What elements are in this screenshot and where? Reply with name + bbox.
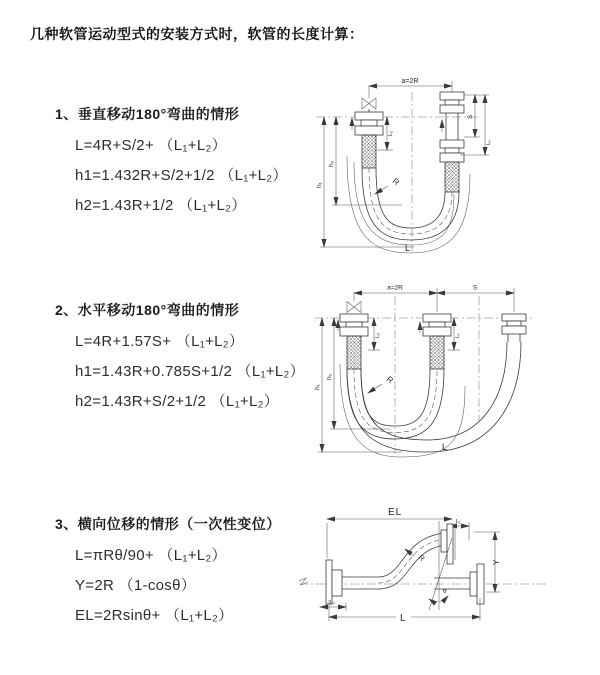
- formula-h1: h1=1.432R+S/2+1/2 （L₁+L₂）: [75, 167, 288, 184]
- s-curve-hose: [378, 533, 444, 589]
- valve-icon: [362, 86, 376, 112]
- dimension-a2r: [369, 78, 452, 92]
- svg-text:L₂: L₂: [375, 332, 381, 338]
- dimension-l2: [320, 600, 346, 611]
- diagram-horizontal-180-bend: [302, 276, 582, 458]
- formula-l: L=πRθ/90+ （L₁+L₂）: [75, 547, 227, 564]
- formula-h2: h2=1.43R+1/2 （L₁+L₂）: [75, 197, 247, 214]
- page-title: 几种软管运动型式的安装方式时，软管的长度计算：: [30, 26, 364, 42]
- left-flange: [326, 560, 378, 604]
- svg-text:h₁: h₁: [316, 182, 323, 188]
- formula-h1: h1=1.43R+0.785S+1/2 （L₁+L₂）: [75, 363, 305, 380]
- braided-hose-section: [445, 162, 459, 192]
- svg-text:L₁: L₁: [486, 140, 492, 145]
- section-vertical-movement: [55, 104, 288, 221]
- valve-icon: [347, 293, 361, 313]
- svg-text:R: R: [416, 552, 427, 564]
- formula-l: L=4R+S/2+ （L₁+L₂）: [75, 137, 227, 154]
- svg-text:S: S: [467, 114, 474, 119]
- length-label: L: [405, 243, 411, 253]
- svg-text:L₁: L₁: [456, 519, 461, 525]
- svg-text:L: L: [400, 613, 406, 624]
- svg-text:R: R: [384, 374, 395, 386]
- svg-text:L₁: L₁: [455, 333, 461, 338]
- length-label: L: [442, 442, 448, 452]
- dimension-l: [329, 598, 480, 624]
- svg-text:a=2R: a=2R: [401, 78, 419, 85]
- middle-flange: [423, 314, 451, 369]
- displaced-flange: [441, 524, 455, 564]
- dimension-a2r-s: [354, 285, 514, 313]
- section-3-heading: 3、横向位移的情形（一次性变位）: [55, 516, 281, 532]
- diagram-lateral-displacement: [296, 500, 596, 648]
- section-2-heading: 2、水平移动180°弯曲的情形: [55, 302, 240, 318]
- right-flange: [502, 314, 526, 342]
- svg-text:a=2R: a=2R: [387, 284, 403, 292]
- section-horizontal-movement: [55, 300, 305, 417]
- svg-text:Y: Y: [492, 559, 501, 565]
- braided-hose-section: [347, 336, 361, 369]
- svg-text:h₂: h₂: [326, 373, 333, 380]
- svg-text:θ: θ: [443, 588, 447, 595]
- svg-text:h₁: h₁: [314, 384, 321, 390]
- svg-text:L₂: L₂: [388, 130, 394, 136]
- section-1-formulas: [55, 131, 288, 221]
- stroke-dimensions: [377, 95, 492, 155]
- braided-hose-section: [362, 135, 376, 168]
- braided-hose-section: [430, 336, 444, 369]
- svg-text:S: S: [472, 284, 478, 292]
- formula-el: EL=2Rsinθ+ （L₁+L₂）: [75, 607, 234, 624]
- left-flange: [355, 112, 383, 168]
- section-3-formulas: [55, 541, 281, 631]
- section-1-heading: 1、垂直移动180°弯曲的情形: [55, 106, 240, 122]
- section-2-formulas: [55, 327, 305, 417]
- radius-callout: [368, 374, 395, 393]
- formula-l: L=4R+1.57S+ （L₁+L₂）: [75, 333, 245, 350]
- svg-text:EL: EL: [388, 507, 403, 518]
- svg-text:R: R: [390, 176, 401, 188]
- diagram-vertical-180-bend: [302, 70, 582, 255]
- left-flange: [340, 314, 368, 369]
- formula-h2: h2=1.43R+S/2+1/2 （L₁+L₂）: [75, 393, 280, 410]
- radius-callout: [375, 176, 401, 194]
- section-lateral-displacement: [55, 514, 281, 631]
- svg-text:L₂: L₂: [330, 600, 336, 606]
- formula-y: Y=2R （1-cosθ）: [75, 577, 197, 594]
- right-pipe-assembly: [440, 92, 464, 192]
- svg-text:h₂: h₂: [328, 160, 335, 167]
